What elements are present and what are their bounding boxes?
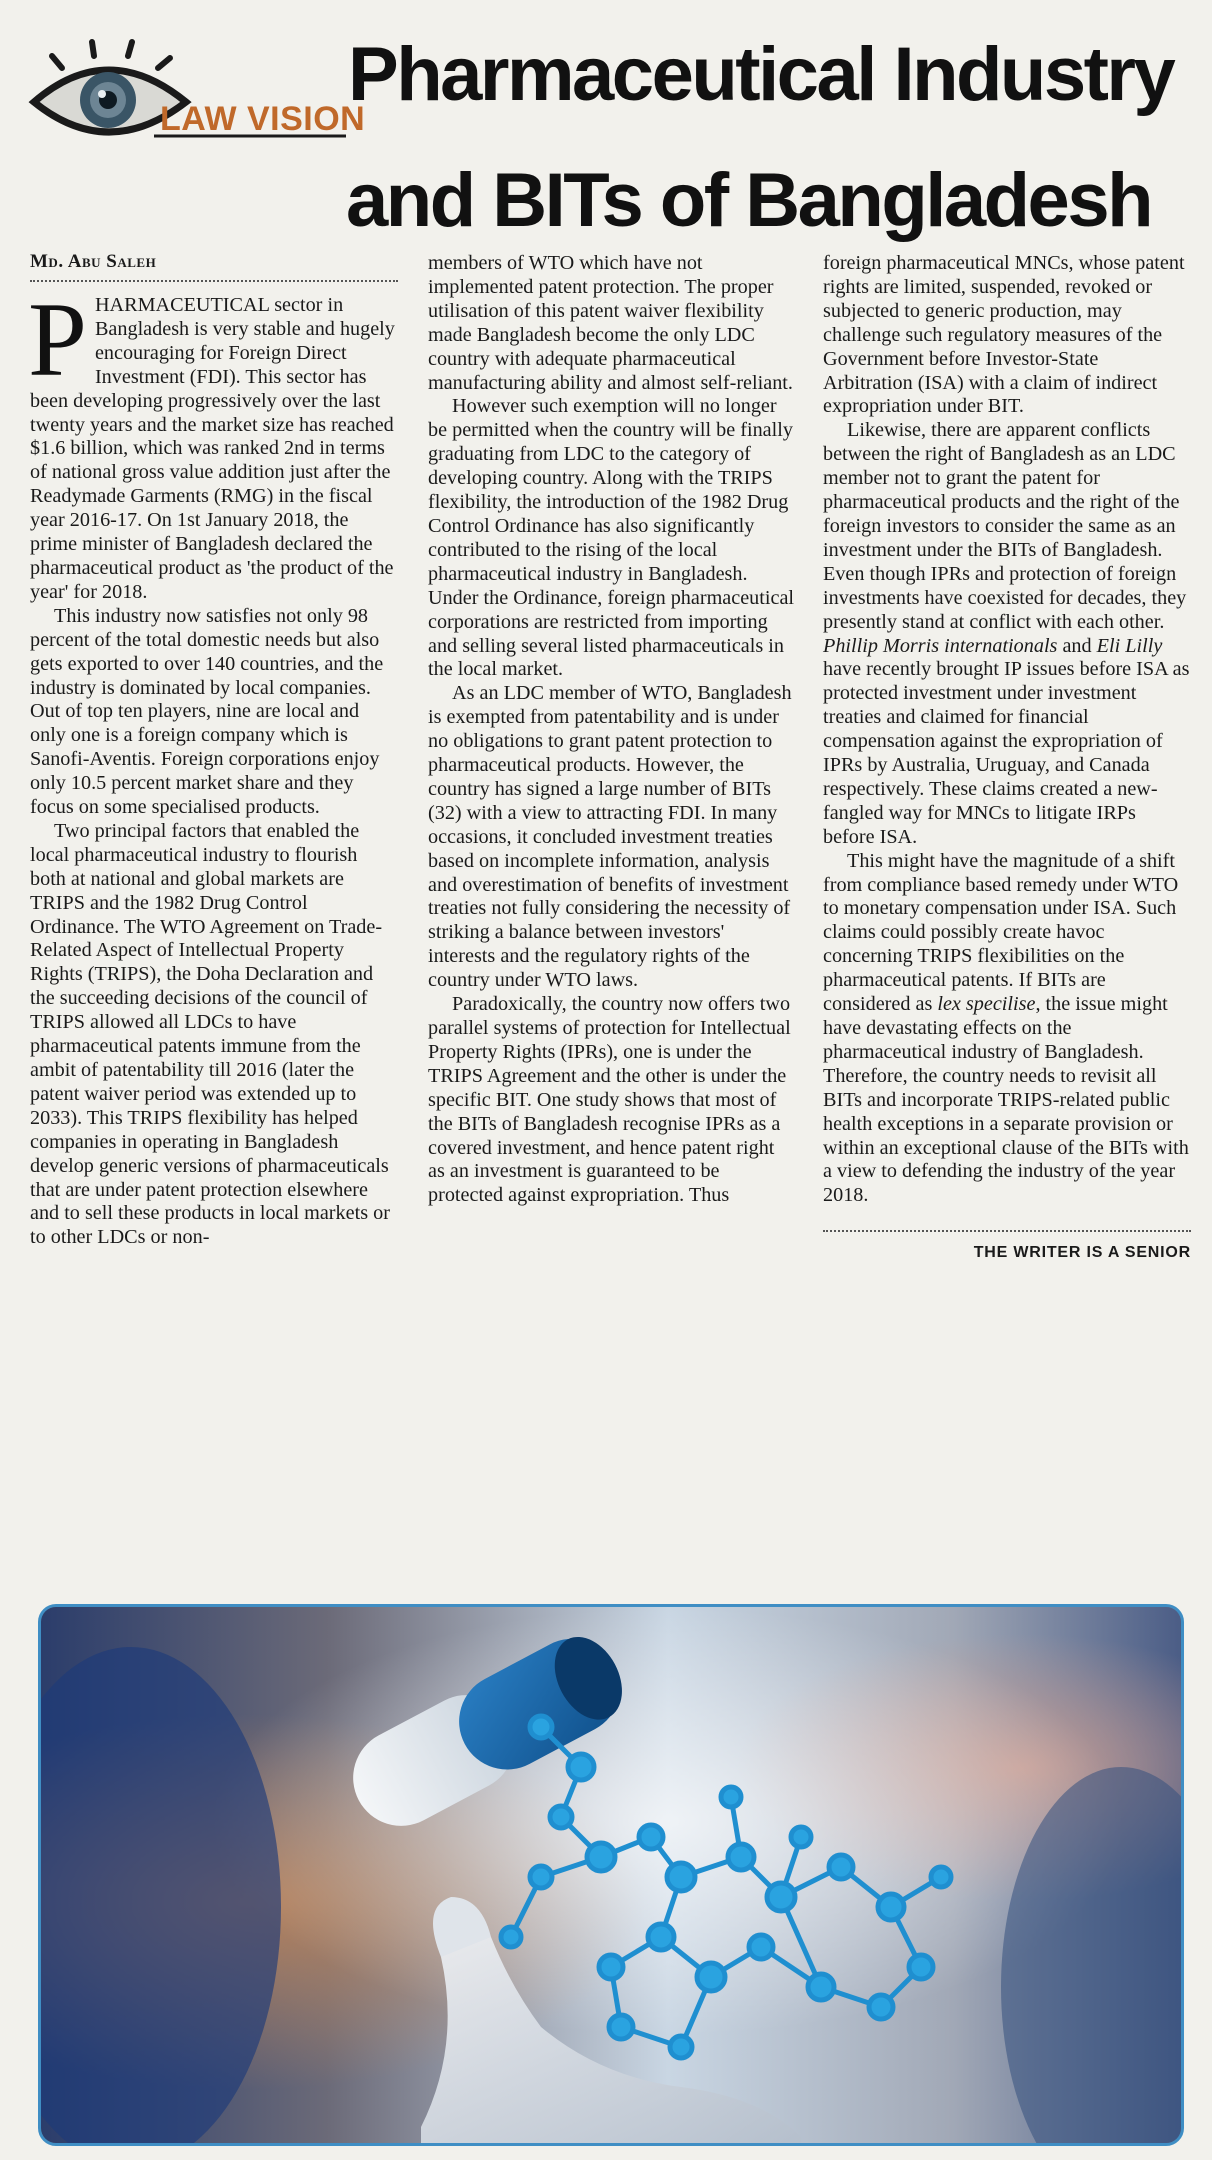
paragraph: members of WTO which have not implemented patent protection. The proper utilisation of this patent waiver flexibility made Bangladesh become the only LDC country with adequate pharmaceutical manufacturing ability and almost self-reliant.	[428, 252, 793, 394]
paragraph-text: HARMACEUTICAL sector in Bangladesh is very stable and hugely encouraging for Foreign Direct Investment (FDI). This sector has been developing progressively over the last twenty years and the market size has reached $1.6 billion, which was ranked 2nd in terms of national gross value addition just after the Readymade Garments (RMG) in the fiscal year 2016-17. On 1st January 2018, the prime minister of Bangladesh declared the pharmaceutical product as 'the product of the year' for 2018.	[30, 294, 395, 603]
headline-line-2: and BITs of Bangladesh	[346, 158, 1152, 243]
paragraph	[823, 419, 1191, 849]
drop-cap: P	[28, 281, 87, 398]
italic-name: Phillip Morris internationals	[823, 634, 1058, 657]
paragraph-text: and	[1057, 634, 1097, 657]
paragraph-text: have recently brought IP issues before ISA as protected investment under investment treaties and claimed for financial compensation against the expropriation of IPRs by Australia, Uruguay, and Canada respectively. These claims created a new-fangled way for MNCs to litigate IRPs before ISA.	[823, 658, 1190, 848]
paragraph: As an LDC member of WTO, Bangladesh is exempted from patentability and is under no obligations to grant patent protection to pharmaceutical products. However, the country has signed a large number of BITs (32) with a view to attracting FDI. In many occasions, it concluded investment treaties based on incomplete information, analysis and overestimation of benefits of investment treaties not fully considering the necessity of striking a balance between investors' interests and the regulatory rights of the country under WTO laws.	[428, 682, 792, 992]
paragraph: However such exemption will no longer be permitted when the country will be finally graduating from LDC to the category of developing country. Along with the TRIPS flexibility, the introduction of the 1982 Drug Control Ordinance has also significantly contributed to the rising of the local pharmaceutical industry in Bangladesh. Under the Ordinance, foreign pharmaceutical corporations are restricted from importing and selling several listed pharmaceuticals in the local market.	[428, 395, 795, 681]
article-column-1	[30, 250, 398, 1250]
paragraph-text: , the issue might have devastating effects on the pharmaceutical industry of Bangladesh. Therefore, the country needs to revisit all BITs and incorporate TRIPS-related public health exceptions in a separate provision or within an exceptional clause of the BITs with a view to defending the industry of the year 2018.	[823, 993, 1189, 1207]
italic-term: lex specilise	[937, 993, 1036, 1016]
italic-name: Eli Lilly	[1096, 634, 1163, 657]
paragraph: Paradoxically, the country now offers two parallel systems of protection for Intellectual Property Rights (IPRs), one is under the TRIPS Agreement and the other is under the specific BIT. One study shows that most of the BITs of Bangladesh recognise IPRs as a covered investment, and hence patent right as an investment is guaranteed to be protected against expropriation. Thus	[428, 993, 791, 1207]
paragraph-text: This might have the magnitude of a shift from compliance based remedy under WTO to monetary compensation under ISA. Such claims could possibly create havoc concerning TRIPS flexibilities on the pharmaceutical patents. If BITs are considered as	[823, 849, 1179, 1016]
article-column-2	[428, 252, 796, 1208]
headline-line-1: Pharmaceutical Industry	[348, 32, 1174, 117]
paragraph	[823, 850, 1191, 1209]
article-photo	[38, 1604, 1184, 2146]
article-column-3	[823, 252, 1191, 1262]
paragraph: This industry now satisfies not only 98 percent of the total domestic needs but also gets exported to over 140 countries, and the industry is dominated by local companies. Out of top ten players, nine are local and only one is a foreign company which is Sanofi-Aventis. Foreign corporations enjoy only 10.5 percent market share and they focus on some specialised products.	[30, 604, 384, 819]
writer-note: THE WRITER IS A SENIOR	[973, 1244, 1191, 1262]
byline: Md. Abu Saleh	[30, 250, 398, 282]
paragraph-text: Likewise, there are apparent conflicts between the right of Bangladesh as an LDC member not to grant the patent for pharmaceutical products and the right of the foreign investors to consider the same as an investment under the BITs of Bangladesh. Even though IPRs and protection of foreign investments have coexisted for decades, they presently stand at conflict with each other.	[823, 419, 1187, 633]
paragraph: foreign pharmaceutical MNCs, whose patent rights are limited, suspended, revoked or subjected to generic production, may challenge such regulatory measures of the Government before Investor-State Arbitration (ISA) with a claim of indirect expropriation under BIT.	[823, 252, 1185, 418]
paragraph	[28, 281, 398, 605]
dotted-divider	[823, 1230, 1191, 1232]
pill-molecule-illustration	[41, 1607, 1181, 2143]
logo-text: LAW VISION	[160, 100, 366, 138]
paragraph: Two principal factors that enabled the local pharmaceutical industry to flourish both at national and global markets are TRIPS and the 1982 Drug Control Ordinance. The WTO Agreement on Trade-Related Aspect of Intellectual Property Rights (TRIPS), the Doha Declaration and the succeeding decisions of the council of TRIPS allowed all LDCs to have pharmaceutical patents immune from the ambit of patentability till 2016 (later the patent waiver period was extended up to 2033). This TRIPS flexibility has helped companies in operating in Bangladesh develop generic versions of pharmaceuticals that are under patent protection elsewhere and to sell these products in local markets or to other LDCs or non-	[30, 819, 390, 1249]
